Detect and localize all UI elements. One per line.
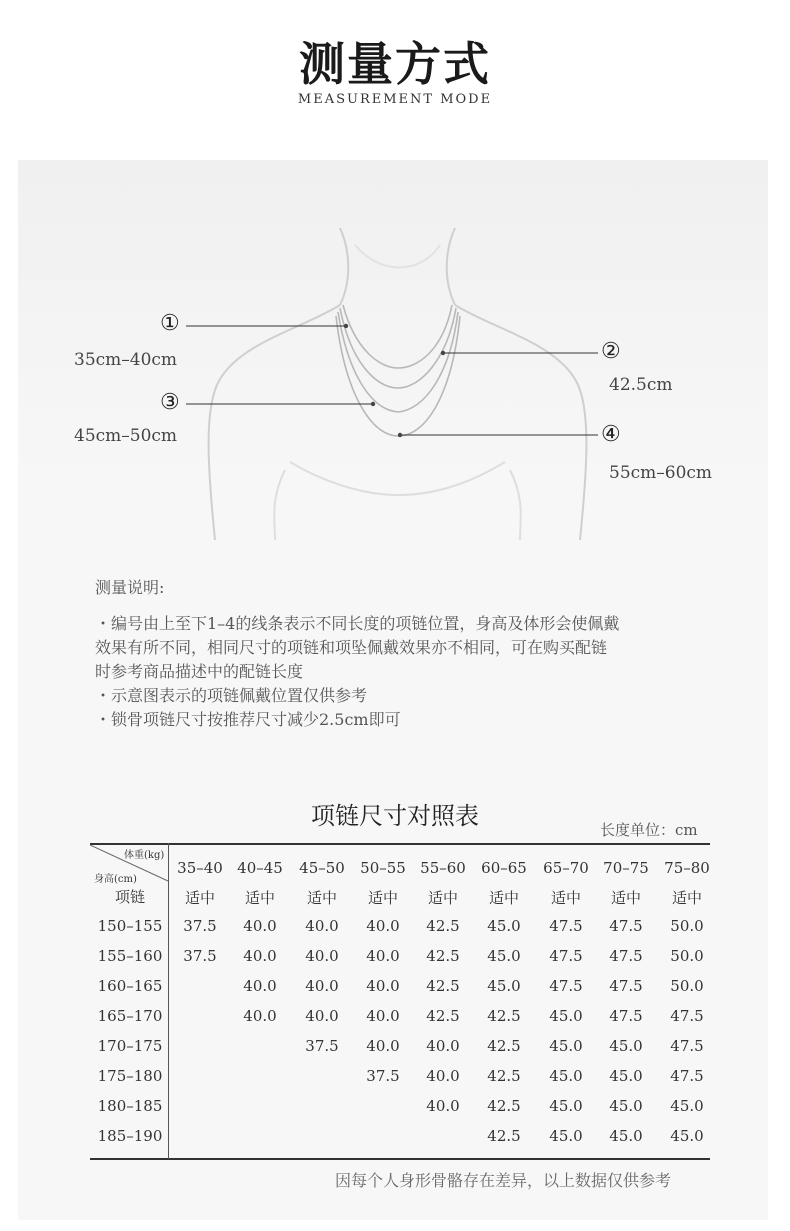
length-cell: 40.0 — [305, 977, 339, 995]
length-cell: 50.0 — [670, 977, 704, 995]
height-cell: 165–170 — [97, 1007, 163, 1025]
marker-2: ② — [601, 339, 621, 364]
length-cell: 40.0 — [366, 1037, 400, 1055]
fit-label: 适中 — [550, 889, 581, 907]
length-cell: 42.5 — [487, 1067, 521, 1085]
fit-label: 适中 — [427, 889, 458, 907]
table-top-rule — [90, 843, 710, 845]
length-cell: 40.0 — [426, 1037, 460, 1055]
height-cell: 170–175 — [97, 1037, 163, 1055]
length-label-3: 45cm–50cm — [74, 426, 178, 446]
length-cell: 45.0 — [549, 1037, 583, 1055]
length-cell: 45.0 — [549, 1007, 583, 1025]
height-cell: 155–160 — [97, 947, 163, 965]
length-cell: 45.0 — [670, 1127, 704, 1145]
height-cell: 180–185 — [97, 1097, 163, 1115]
length-cell: 45.0 — [609, 1097, 643, 1115]
height-cell: 185–190 — [97, 1127, 163, 1145]
weight-column-header: 35–40 — [177, 859, 223, 877]
length-cell: 42.5 — [426, 977, 460, 995]
length-cell: 45.0 — [670, 1097, 704, 1115]
length-cell: 42.5 — [426, 947, 460, 965]
length-cell: 40.0 — [366, 917, 400, 935]
length-cell: 40.0 — [366, 977, 400, 995]
length-cell: 45.0 — [609, 1067, 643, 1085]
fit-label: 适中 — [671, 889, 702, 907]
length-cell: 42.5 — [487, 1007, 521, 1025]
length-label-4: 55cm–60cm — [609, 463, 713, 483]
weight-column-header: 40–45 — [237, 859, 283, 877]
length-label-2: 42.5cm — [609, 375, 673, 395]
notes-line: ・锁骨项链尺寸按推荐尺寸减少2.5cm即可 — [95, 710, 401, 729]
height-cell: 175–180 — [97, 1067, 163, 1085]
length-cell: 45.0 — [487, 917, 521, 935]
row-header-label: 项链 — [114, 888, 145, 906]
marker-3: ③ — [160, 390, 180, 415]
length-cell: 50.0 — [670, 917, 704, 935]
length-cell: 45.0 — [487, 947, 521, 965]
length-cell: 40.0 — [243, 947, 277, 965]
length-cell: 45.0 — [549, 1127, 583, 1145]
length-cell: 40.0 — [426, 1067, 460, 1085]
length-cell: 45.0 — [609, 1037, 643, 1055]
weight-column-header: 45–50 — [299, 859, 345, 877]
weight-column-header: 65–70 — [543, 859, 589, 877]
length-cell: 47.5 — [549, 917, 583, 935]
length-cell: 40.0 — [366, 947, 400, 965]
length-cell: 40.0 — [243, 917, 277, 935]
notes-line: ・编号由上至下1–4的线条表示不同长度的项链位置，身高及体形会使佩戴 — [95, 614, 620, 633]
notes-line: ・示意图表示的项链佩戴位置仅供参考 — [95, 686, 368, 705]
length-cell: 40.0 — [305, 917, 339, 935]
length-cell: 45.0 — [549, 1067, 583, 1085]
length-cell: 47.5 — [549, 947, 583, 965]
weight-column-header: 60–65 — [481, 859, 527, 877]
length-cell: 47.5 — [609, 947, 643, 965]
length-cell: 37.5 — [305, 1037, 339, 1055]
notes-heading: 测量说明: — [95, 578, 165, 597]
length-cell: 47.5 — [670, 1067, 704, 1085]
height-cell: 150–155 — [97, 917, 163, 935]
length-label-1: 35cm–40cm — [74, 350, 178, 370]
fit-label: 适中 — [306, 889, 337, 907]
notes-line: 效果有所不同，相同尺寸的项链和项坠佩戴效果亦不相同，可在购买配链 — [95, 638, 608, 657]
length-cell: 40.0 — [305, 1007, 339, 1025]
footnote: 因每个人身形骨骼存在差异，以上数据仅供参考 — [335, 1171, 672, 1190]
notes-line: 时参考商品描述中的配链长度 — [95, 662, 304, 681]
table-column-divider — [168, 843, 169, 1159]
marker-1: ① — [160, 311, 180, 336]
length-cell: 47.5 — [609, 977, 643, 995]
length-cell: 47.5 — [609, 917, 643, 935]
height-header: 身高(cm) — [94, 874, 137, 885]
length-cell: 40.0 — [305, 947, 339, 965]
length-cell: 40.0 — [243, 1007, 277, 1025]
weight-column-header: 75–80 — [664, 859, 710, 877]
length-cell: 47.5 — [609, 1007, 643, 1025]
length-cell: 40.0 — [426, 1097, 460, 1115]
fit-label: 适中 — [610, 889, 641, 907]
length-cell: 37.5 — [183, 917, 217, 935]
length-cell: 42.5 — [426, 1007, 460, 1025]
length-cell: 42.5 — [487, 1097, 521, 1115]
length-cell: 47.5 — [670, 1037, 704, 1055]
fit-label: 适中 — [244, 889, 275, 907]
length-cell: 42.5 — [487, 1037, 521, 1055]
weight-header: 体重(kg) — [124, 850, 165, 861]
length-cell: 50.0 — [670, 947, 704, 965]
fit-label: 适中 — [367, 889, 398, 907]
length-cell: 47.5 — [670, 1007, 704, 1025]
length-cell: 45.0 — [549, 1097, 583, 1115]
table-bottom-rule — [90, 1158, 710, 1160]
length-cell: 37.5 — [366, 1067, 400, 1085]
height-cell: 160–165 — [97, 977, 163, 995]
length-cell: 42.5 — [487, 1127, 521, 1145]
weight-column-header: 50–55 — [360, 859, 406, 877]
length-cell: 45.0 — [609, 1127, 643, 1145]
marker-4: ④ — [601, 422, 621, 447]
fit-label: 适中 — [184, 889, 215, 907]
fit-label: 适中 — [488, 889, 519, 907]
length-cell: 47.5 — [549, 977, 583, 995]
length-cell: 40.0 — [243, 977, 277, 995]
page-subtitle: MEASUREMENT MODE — [297, 92, 493, 107]
length-cell: 42.5 — [426, 917, 460, 935]
length-cell: 37.5 — [183, 947, 217, 965]
weight-column-header: 55–60 — [420, 859, 466, 877]
table-title: 项链尺寸对照表 — [311, 802, 479, 830]
length-cell: 45.0 — [487, 977, 521, 995]
length-cell: 40.0 — [366, 1007, 400, 1025]
weight-column-header: 70–75 — [603, 859, 649, 877]
unit-label: 长度单位：cm — [600, 821, 698, 839]
page-title: 测量方式 — [299, 37, 491, 91]
